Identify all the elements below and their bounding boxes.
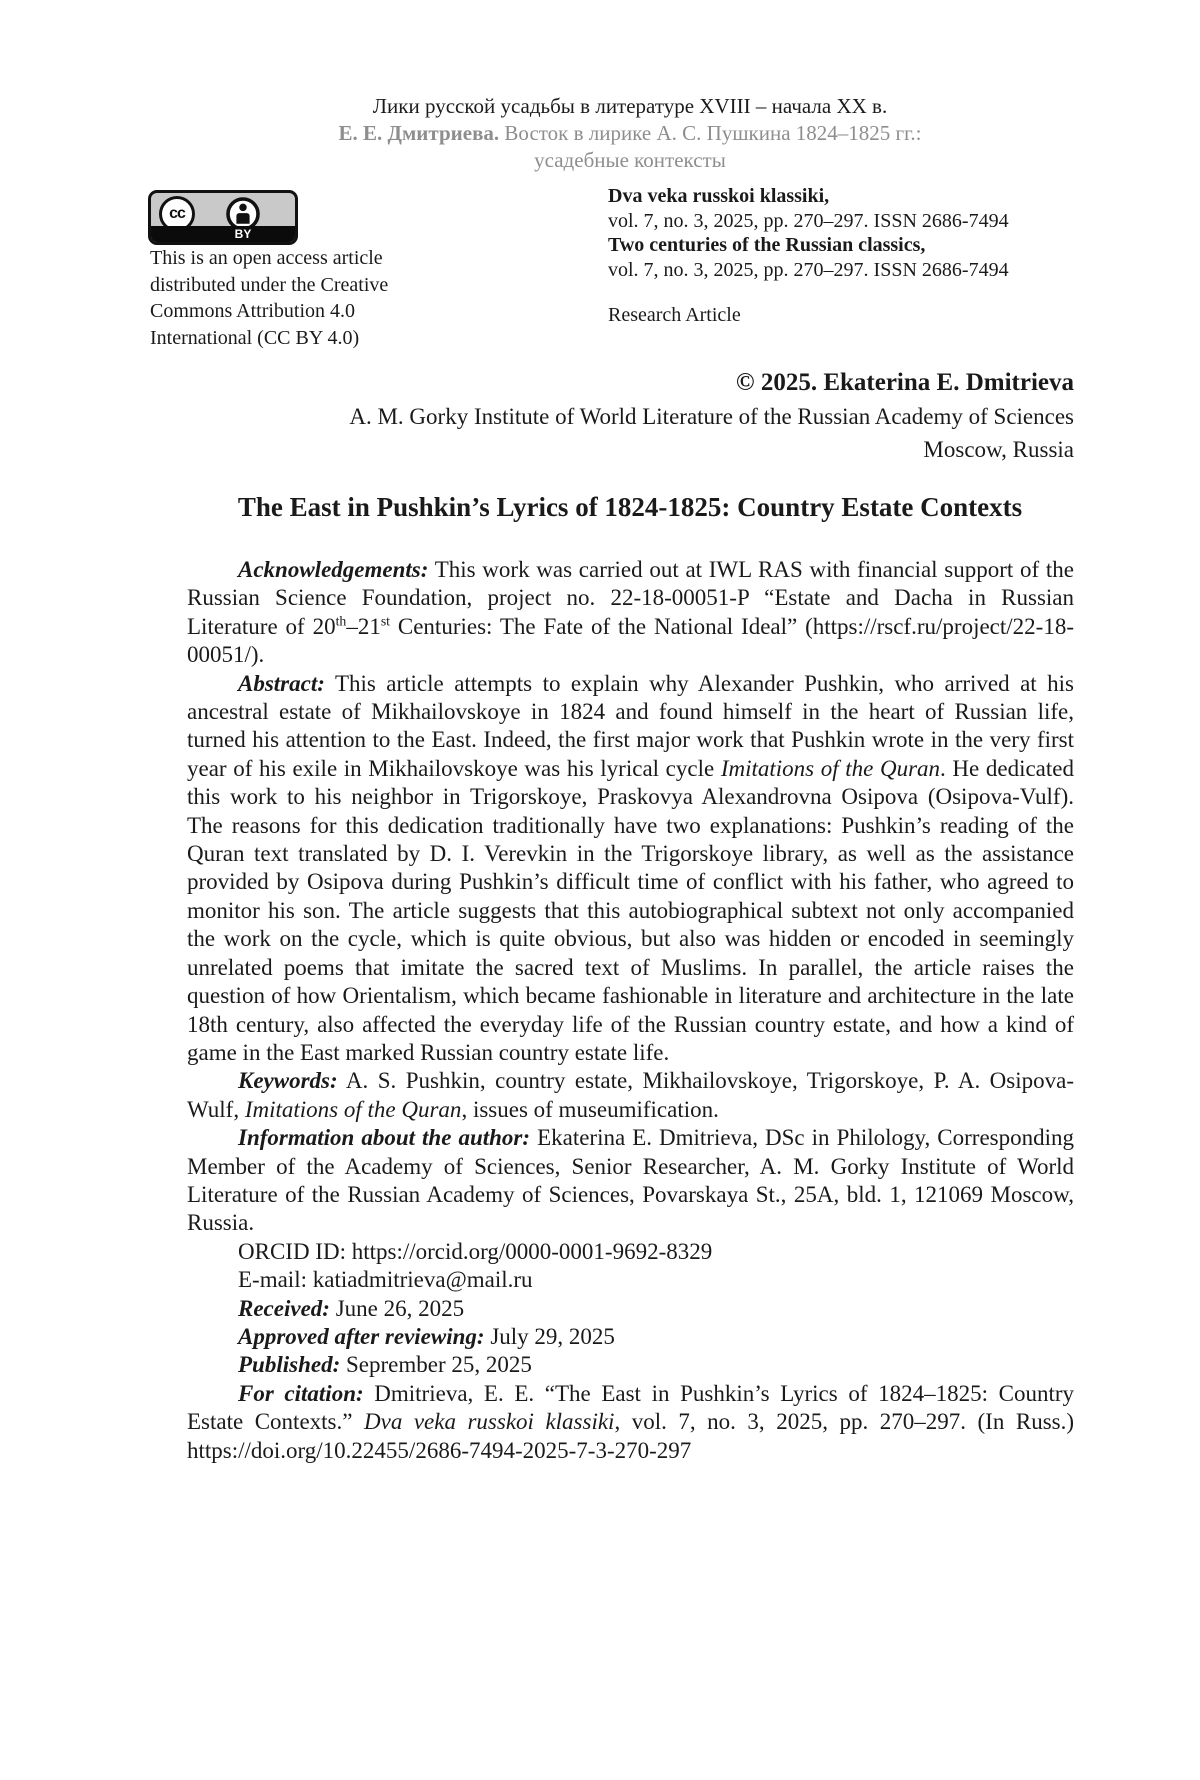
open-access-line: International (CC BY 4.0) — [150, 327, 360, 350]
published-line — [187, 1351, 1074, 1379]
location-line: Moscow, Russia — [923, 437, 1074, 462]
published-date: Seprember 25, 2025 — [345, 1352, 532, 1378]
doi-link[interactable]: https://doi.org/10.22455/2686-7494-2025-7-3-270-297 — [187, 1437, 692, 1463]
journal-issue-english: vol. 7, no. 3, 2025, pp. 270–297. ISSN 2686-7494 — [608, 259, 1009, 282]
approved-label: Approved after reviewing: — [238, 1323, 485, 1349]
journal-title-italic: Dva veka russkoi klassiki — [364, 1409, 615, 1435]
cc-by-badge — [148, 190, 298, 245]
keywords-text: , issues of museumification. — [461, 1096, 719, 1122]
cc-by-bar — [151, 226, 295, 242]
journal-title-english: Two centuries of the Russian classics, — [608, 234, 926, 257]
affiliation-line: A. M. Gorky Institute of World Literature of the Russian Academy of Sciences — [349, 404, 1074, 429]
received-label: Received: — [238, 1295, 330, 1321]
acknowledgements-label: Acknowledgements: — [238, 557, 429, 582]
article-title: The East in Pushkin’s Lyrics of 1824-1825: Country Estate Contexts — [237, 492, 1023, 522]
by-label: BY — [234, 227, 252, 241]
article-front-matter — [187, 556, 1074, 1465]
journal-info — [608, 184, 1009, 283]
journal-title-translit: Dva veka russkoi klassiki, — [608, 185, 830, 207]
cycle-title-italic: Imitations of the Quran — [720, 755, 941, 781]
orcid-link[interactable]: https://orcid.org/0000-0001-9692-8329 — [351, 1238, 713, 1264]
acknowledgements-text: Centuries: The Fate of the National Ideal” ( — [390, 613, 813, 639]
citation-text: , vol. 7, no. 3, 2025, pp. 270–297. (In Russ.) — [614, 1409, 1075, 1435]
received-date: June 26, 2025 — [335, 1295, 465, 1321]
article-type-label: Research Article — [608, 304, 741, 326]
cc-icon: cc — [159, 196, 195, 232]
running-header-article — [339, 120, 922, 147]
superscript-th: th — [335, 613, 347, 629]
abstract-paragraph — [187, 670, 1074, 1068]
keywords-paragraph — [187, 1067, 1074, 1124]
author-info-label: Information about the author: — [238, 1125, 531, 1151]
running-header-author: Е. Е. Дмитриева. — [338, 121, 500, 145]
keywords-label: Keywords: — [238, 1068, 338, 1094]
approved-line — [187, 1323, 1074, 1351]
open-access-line: This is an open access article — [150, 247, 383, 269]
acknowledgements-paragraph — [187, 556, 1074, 670]
running-header-subtitle: усадебные контексты — [534, 148, 726, 172]
journal-issue-translit: vol. 7, no. 3, 2025, pp. 270–297. ISSN 2686-7494 — [608, 209, 1009, 232]
running-header-title: Восток в лирике А. С. Пушкина 1824–1825 гг.: — [504, 121, 922, 145]
open-access-note — [150, 245, 388, 352]
open-access-line: distributed under the Creative — [150, 273, 389, 296]
author-info-text: Ekaterina E. Dmitrieva, DSc in Philology, Corresponding Member of the Academy of Sciences, Senior Researcher, A. M. Gorky Institute of World Literature of the Russian Academy of Sciences, Povarskaya St., 25A, bld. 1, 121069 Moscow, Russia. — [187, 1125, 1075, 1236]
email-line — [187, 1266, 1074, 1294]
acknowledgements-text: This work was carried out at IWL RAS with financial support of the Russian Science Foundation, project no. 22-18-00051-P “Estate and Dacha in Russian Literature of 20 — [187, 557, 1074, 639]
superscript-st: st — [380, 613, 391, 629]
rscf-project-link[interactable]: https://rscf.ru/project/22-18-00051/ — [187, 613, 1074, 668]
copyright-line: © 2025. Ekaterina E. Dmitrieva — [735, 369, 1074, 396]
citation-text: Dmitrieva, E. E. “The East in Pushkin’s Lyrics of 1824–1825: Country Estate Contexts.” — [187, 1380, 1075, 1435]
abstract-text: . He dedicated this work to his neighbor in Trigorskoye, Praskovya Alexandrovna Osipova (Osipova-Vulf). The reasons for this dedication traditionally have two explanations: Pushkin’s reading of the Quran text translated by D. I. Verevkin in the Trigorskoye library, as well as the assistance provided by Osipova during Pushkin’s difficult time of conflict with his father, who agreed to monitor his son. The article suggests that this autobiographical subtext not only accompanied the work on the cycle, which is quite obvious, but also was hidden or encoded in seemingly unrelated poems that imitate the sacred text of Muslims. In parallel, the article raises the question of how Orientalism, which became fashionable in literature and architecture in the late 18th century, also affected the everyday life of the Russian country estate, and how a kind of game in the East marked Russian country estate life. — [187, 755, 1074, 1065]
acknowledgements-text: ). — [250, 642, 265, 668]
keywords-text: A. S. Pushkin, country estate, Mikhailovskoye, Trigorskoye, P. A. Osipova-Wulf, — [187, 1068, 1074, 1122]
citation-paragraph — [187, 1380, 1074, 1465]
byline — [187, 366, 1074, 466]
orcid-label: ORCID ID: — [238, 1238, 346, 1264]
running-header — [339, 93, 922, 174]
citation-label: For citation: — [238, 1380, 364, 1406]
cycle-title-italic: Imitations of the Quran — [244, 1096, 462, 1122]
abstract-label: Abstract: — [238, 670, 325, 696]
published-label: Published: — [238, 1352, 341, 1378]
received-line — [187, 1295, 1074, 1323]
email-label: E-mail: — [238, 1267, 307, 1293]
author-info-paragraph — [187, 1124, 1074, 1238]
acknowledgements-text: –21 — [346, 613, 381, 639]
orcid-line — [187, 1238, 1074, 1266]
running-header-series: Лики русской усадьбы в литературе XVIII – начала XX в. — [372, 94, 888, 118]
abstract-text: This article attempts to explain why Alexander Pushkin, who arrived at his ancestral estate of Mikhailovskoye in 1824 and found himself in the heart of Russian life, turned his attention to the East. Indeed, the first major work that Pushkin wrote in the very first year of his exile in Mikhailovskoye was his lyrical cycle — [187, 670, 1074, 781]
email-link[interactable]: katiadmitrieva@mail.ru — [312, 1267, 533, 1293]
open-access-line: Commons Attribution 4.0 — [150, 300, 356, 323]
approved-date: July 29, 2025 — [490, 1323, 615, 1349]
